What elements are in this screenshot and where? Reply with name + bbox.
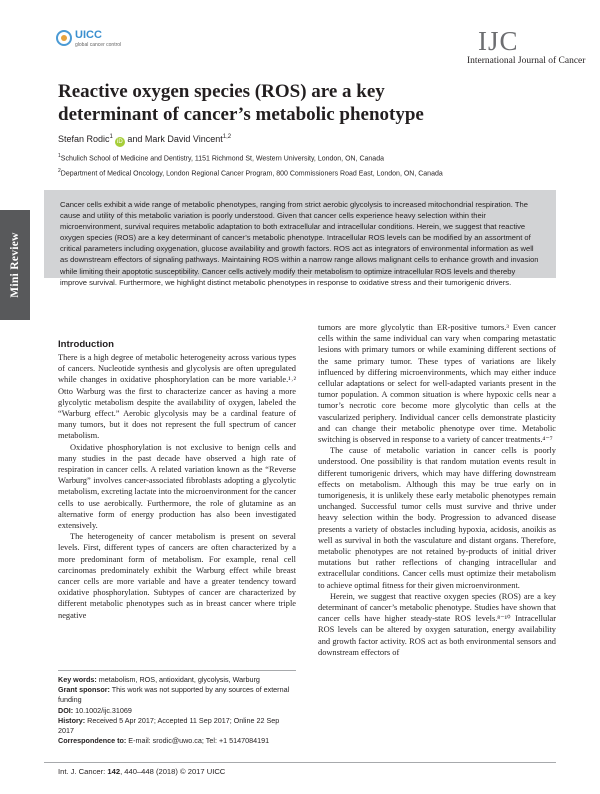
keywords-label: Key words: bbox=[58, 675, 97, 684]
keywords-line bbox=[58, 675, 296, 685]
author-joiner: and bbox=[124, 134, 145, 144]
affiliation-text: Department of Medical Oncology, London Regional Cancer Program, 800 Commissioners Road East, London, ON, Canada bbox=[60, 170, 443, 178]
abstract-box bbox=[44, 190, 556, 287]
history-value: Received 5 Apr 2017; Accepted 11 Sep 2017; Online 22 Sep 2017 bbox=[58, 715, 280, 736]
footer-divider bbox=[44, 762, 556, 763]
body-column-right bbox=[318, 322, 556, 658]
correspondence-value[interactable]: E-mail: srodic@uwo.ca; Tel: +1 5147084191 bbox=[126, 736, 270, 746]
body-paragraph: There is a high degree of metabolic heterogeneity across various types of cancers. Nucleotide synthesis and glycolysis are often upregulated while changes in oxidative phosphorylation can be more variable.¹˒² Otto Warburg was the first to characterize cancer as having a more glycolytic metabolism despite the availability of oxygen, labeled the “Warburg effect.” Aerobic glycolysis may be a cardinal feature of many tumors, but it does not represent the full spectrum of cancer metabolism. bbox=[58, 353, 296, 441]
affiliation bbox=[58, 168, 443, 177]
logo-wordmark: UICC bbox=[75, 29, 102, 41]
keywords-value: metabolism, ROS, antioxidant, glycolysis, Warburg bbox=[96, 675, 260, 684]
footer-volume: 142 bbox=[107, 767, 121, 776]
grant-value: This work was not supported by any sources of external funding bbox=[58, 685, 290, 705]
author-name[interactable]: Mark David Vincent bbox=[144, 134, 223, 144]
affiliation-text: Schulich School of Medicine and Dentistry, 1151 Richmond St, Western University, London, ON, Canada bbox=[60, 155, 384, 163]
footer-journal: Int. J. Cancer: bbox=[58, 767, 108, 776]
body-paragraph: The cause of metabolic variation in cancer cells is poorly understood. One possibility is that random mutation events result in different tumorigenic drivers, which may have differing downstream effects on metabolism. Although this may be true early on in tumorigenesis, it is unlikely these early metabolic phenotypes remain unchanged. Successful tumor cells must survive and thrive under heavy selection within the body. Progression to advanced disease presents a variety of obstacles including hypoxia, acidosis, anoikis as well as survival in both the vasculature and distant organs. Therefore, metabolic phenotypes are not retained by-products of initial driver mutations but rather reflections of changing intracellular and extracellular conditions. Cancer cells must optimize their metabolism to achieve optimal fitness for their given microenvironment. bbox=[318, 446, 556, 590]
body-paragraph: The heterogeneity of cancer metabolism is present on several levels. First, different types of cancers are often characterized by a more predominant form of metabolism. For example, renal cell carcinomas predominately exhibit the Warburg effect while breast cancer cells are more variable and have a greater tendency toward oxidative phosphorylation. Subtypes of cancer are characterized by different metabolic phenotypes such as in breast cancer where triple negative bbox=[58, 532, 296, 620]
article-title: Reactive oxygen species (ROS) are a key determinant of cancer’s metabolic phenotype bbox=[58, 81, 424, 125]
grant-label: Grant sponsor: bbox=[58, 685, 110, 695]
history-label: History: bbox=[58, 715, 86, 725]
side-tab-label: Mini Review bbox=[9, 232, 21, 298]
orcid-icon[interactable]: iD bbox=[115, 137, 125, 147]
grant-line bbox=[58, 685, 296, 705]
correspondence-label: Correspondence to: bbox=[58, 736, 127, 746]
doi-label: DOI: bbox=[58, 705, 74, 715]
journal-abbreviation: IJC bbox=[478, 26, 519, 56]
affiliation bbox=[58, 153, 384, 162]
uicc-logo bbox=[56, 28, 122, 50]
section-heading: Introduction bbox=[58, 339, 114, 350]
body-paragraph: Oxidative phosphorylation is not exclusive to benign cells and many studies in the past decade have observed a high rate of respiration in cancer cells. A related variation known as the “Reverse Warburg” involves cancer-associated fibroblasts adopting a glycolytic metabolism, excreting lactate into the microenvironment for the cancer cells to use aerobically. Furthermore, the role of glutamine as an alternative form of energy production has also been investigated extensively. bbox=[58, 442, 296, 531]
logo-subtitle: global cancer control bbox=[75, 42, 122, 48]
author-line bbox=[58, 134, 231, 147]
article-metadata bbox=[58, 675, 296, 746]
author-affiliation-marker: 1 bbox=[109, 134, 113, 140]
journal-full-name: International Journal of Cancer bbox=[467, 56, 586, 66]
doi-link[interactable]: 10.1002/ijc.31069 bbox=[73, 705, 132, 715]
keywords-divider bbox=[58, 670, 296, 671]
body-paragraph: Herein, we suggest that reactive oxygen species (ROS) are a key determinant of cancer’s metabolic phenotype. Studies have shown that cancer cells have higher steady-state ROS levels.⁸⁻¹⁰ Intracellular ROS levels can be altered by oxygen saturation, energy availability and growth factor activity. ROS act as both environmental sensors and downstream effectors of bbox=[318, 591, 556, 657]
section-side-tab bbox=[0, 210, 30, 320]
page-footer bbox=[58, 767, 225, 776]
correspondence-line bbox=[58, 736, 296, 746]
doi-line bbox=[58, 706, 296, 716]
abstract-text: Cancer cells exhibit a wide range of metabolic phenotypes, ranging from strict aerobic glycolysis to increased mitochondrial respiration. The cause and utility of this metabolic variation is poorly understood. Given that cancer cells experience heavy selection within their microenvironment, survival requires metabolic adaptation to both extracellular and intracellular conditions. Herein, we suggest that reactive oxygen species (ROS) are a key determinant of cancer’s metabolic phenotype. Intracellular ROS levels can be modified by an assortment of critical parameters including oxygenation, glucose availability and growth factors. ROS act as integrators of environmental information as well as downstream effectors of signaling pathways. Maintaining ROS within a narrow range allows malignant cells to enhance growth and invasion while limiting their apoptotic susceptibility. Cancer cells actively modify their metabolism to optimize intracellular ROS levels and thereby improve survival. Furthermore, we highlight distinct metabolic phenotypes in response to oxidative stress and their tumorigenic drivers. bbox=[60, 200, 539, 287]
body-column-left bbox=[58, 339, 296, 621]
footer-pages: , 440–448 (2018) © 2017 UICC bbox=[120, 767, 226, 776]
author-name[interactable]: Stefan Rodic bbox=[58, 134, 110, 144]
affiliation-marker: 1 bbox=[58, 153, 61, 159]
affiliation-marker: 2 bbox=[58, 168, 61, 174]
history-line bbox=[58, 716, 296, 736]
uicc-globe-icon bbox=[56, 30, 72, 46]
body-paragraph: tumors are more glycolytic than ER-positive tumors.³ Even cancer cells within the same individual can vary when comparing metastatic lesions with primary tumors or while examining different sections of the same primary tumor. These types of variations are likely influenced by differing microenvironments, which may either induce cellular adaptations or select for well-adapted variants present in the tumor population. A common situation is where hypoxic cells near a tumor’s necrotic core become more glycolytic than cells at the vascularized periphery. Individual cancer cells demonstrate plasticity and can change their metabolic phenotype over time. Metabolic switching is observed in response to a variety of cancer treatments.⁴⁻⁷ bbox=[318, 323, 556, 445]
author-affiliation-marker: 1,2 bbox=[222, 134, 232, 140]
